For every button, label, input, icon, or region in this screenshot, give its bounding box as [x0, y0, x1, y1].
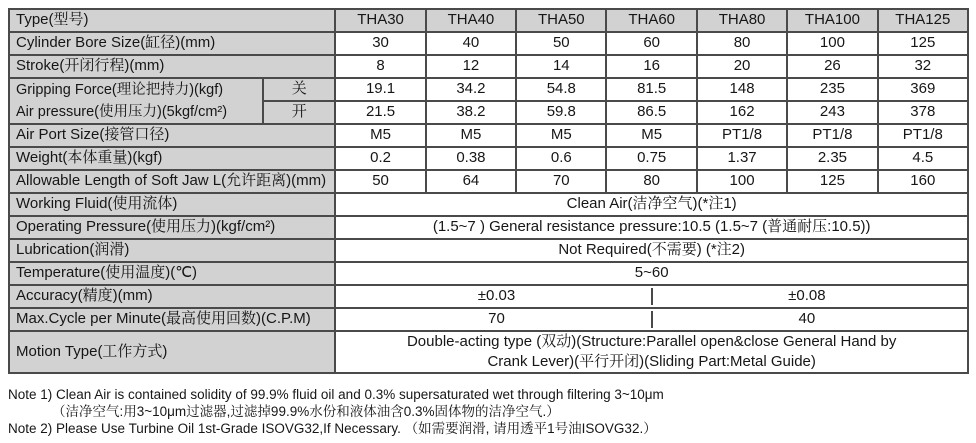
spec-table [8, 8, 969, 374]
row-label-type: Type(型号) [9, 9, 335, 32]
cell-value: 16 [606, 55, 696, 78]
cell-value: 0.38 [426, 147, 516, 170]
footnotes [8, 386, 976, 437]
table-row-stroke [9, 55, 968, 78]
cell-value-pressure: (1.5~7 ) General resistance pressure:10.5 (1.5~7 (普通耐压:10.5)) [335, 216, 968, 239]
row-label-pressure: Operating Pressure(使用压力)(kgf/cm²) [9, 216, 335, 239]
cell-value: 21.5 [335, 101, 425, 124]
cell-value-maxcycle-small: 70 [342, 311, 652, 328]
cell-value: PT1/8 [697, 124, 787, 147]
cell-value: 125 [787, 170, 877, 193]
cell-value: 100 [697, 170, 787, 193]
note-2: Note 2) Please Use Turbine Oil 1st-Grade ISOVG32,If Necessary. （如需要润滑, 请用透平1号油ISOVG32.） [8, 421, 657, 436]
cell-value: 235 [787, 78, 877, 101]
cell-maxcycle [335, 308, 968, 331]
cell-value: 1.37 [697, 147, 787, 170]
cell-value: M5 [335, 124, 425, 147]
table-row-softjaw [9, 170, 968, 193]
table-row-lubrication [9, 239, 968, 262]
model-header: THA30 [335, 9, 425, 32]
cell-value: 243 [787, 101, 877, 124]
cell-value-accuracy-large: ±0.08 [788, 287, 826, 305]
sublabel-close: 关 [263, 78, 335, 101]
cell-value: 70 [516, 170, 606, 193]
table-row-airport [9, 124, 968, 147]
table-row-accuracy [9, 285, 968, 308]
cell-accuracy [335, 285, 968, 308]
row-label-temperature: Temperature(使用温度)(℃) [9, 262, 335, 285]
row-label-accuracy: Accuracy(精度)(mm) [9, 285, 335, 308]
cell-value: 40 [426, 32, 516, 55]
cell-value: 0.2 [335, 147, 425, 170]
cell-value: 2.35 [787, 147, 877, 170]
gripping-label-line2: Air pressure(使用压力)(5kgf/cm²) [16, 104, 228, 120]
motion-line2: Crank Lever)(平行开闭)(Sliding Part:Metal Guide) [487, 353, 816, 370]
cell-value-lubrication: Not Required(不需要) (*注2) [335, 239, 968, 262]
cell-value: 369 [878, 78, 968, 101]
cell-value: 160 [878, 170, 968, 193]
cell-value: 50 [335, 170, 425, 193]
cell-value: 86.5 [606, 101, 696, 124]
cell-value: 50 [516, 32, 606, 55]
cell-value: 80 [697, 32, 787, 55]
note-1: Note 1) Clean Air is contained solidity of 99.9% fluid oil and 0.3% supersaturated wet through filtering 3~10μm [8, 387, 664, 402]
cell-value: 100 [787, 32, 877, 55]
cell-value: 34.2 [426, 78, 516, 101]
type-row [9, 9, 968, 32]
table-row-fluid [9, 193, 968, 216]
row-label-softjaw: Allowable Length of Soft Jaw L(允许距离)(mm) [9, 170, 335, 193]
row-label-stroke: Stroke(开闭行程)(mm) [9, 55, 335, 78]
model-header: THA40 [426, 9, 516, 32]
sublabel-open: 开 [263, 101, 335, 124]
row-label-weight: Weight(本体重量)(kgf) [9, 147, 335, 170]
cell-value-maxcycle-large: 40 [798, 310, 816, 328]
table-row-bore [9, 32, 968, 55]
cell-value-accuracy-small: ±0.03 [342, 288, 652, 305]
cell-value-fluid: Clean Air(洁净空气)(*注1) [335, 193, 968, 216]
model-header: THA125 [878, 9, 968, 32]
cell-value: PT1/8 [878, 124, 968, 147]
row-label-fluid: Working Fluid(使用流体) [9, 193, 335, 216]
cell-value: 148 [697, 78, 787, 101]
cell-value: 14 [516, 55, 606, 78]
cell-value: M5 [516, 124, 606, 147]
cell-value: 378 [878, 101, 968, 124]
cell-value: 59.8 [516, 101, 606, 124]
cell-value: 64 [426, 170, 516, 193]
cell-value: 0.6 [516, 147, 606, 170]
cell-value: 4.5 [878, 147, 968, 170]
cell-value-motion [335, 331, 968, 373]
table-row-motion [9, 331, 968, 373]
cell-value: 32 [878, 55, 968, 78]
row-label-maxcycle: Max.Cycle per Minute(最高使用回数)(C.P.M) [9, 308, 335, 331]
row-label-bore: Cylinder Bore Size(缸径)(mm) [9, 32, 335, 55]
table-row-weight [9, 147, 968, 170]
gripping-label-line1: Gripping Force(理论把持力)(kgf) [16, 82, 224, 98]
table-row-temperature [9, 262, 968, 285]
cell-value: 0.75 [606, 147, 696, 170]
cell-value: 80 [606, 170, 696, 193]
cell-value: 54.8 [516, 78, 606, 101]
table-row-maxcycle [9, 308, 968, 331]
row-label-gripping [9, 78, 263, 124]
cell-value-temperature: 5~60 [335, 262, 968, 285]
cell-value: 26 [787, 55, 877, 78]
motion-line1: Double-acting type (双动)(Structure:Parallel open&close General Hand by [406, 333, 897, 350]
model-header: THA80 [697, 9, 787, 32]
cell-value: 81.5 [606, 78, 696, 101]
cell-value: M5 [426, 124, 516, 147]
row-label-airport: Air Port Size(接管口径) [9, 124, 335, 147]
table-row-pressure [9, 216, 968, 239]
cell-value: 60 [606, 32, 696, 55]
cell-value: PT1/8 [787, 124, 877, 147]
table-row-gripping-close [9, 78, 968, 101]
cell-value: 30 [335, 32, 425, 55]
cell-value: 125 [878, 32, 968, 55]
row-label-lubrication: Lubrication(润滑) [9, 239, 335, 262]
cell-value: 8 [335, 55, 425, 78]
cell-value: M5 [606, 124, 696, 147]
row-label-motion: Motion Type(工作方式) [9, 331, 335, 373]
note-1-chinese: （洁净空气:用3~10μm过滤器,过滤掉99.9%水份和液体油含0.3%固体物的洁净空气.） [52, 404, 560, 419]
cell-value: 19.1 [335, 78, 425, 101]
cell-value: 162 [697, 101, 787, 124]
cell-value: 12 [426, 55, 516, 78]
cell-value: 20 [697, 55, 787, 78]
model-header: THA50 [516, 9, 606, 32]
model-header: THA100 [787, 9, 877, 32]
cell-value: 38.2 [426, 101, 516, 124]
model-header: THA60 [606, 9, 696, 32]
